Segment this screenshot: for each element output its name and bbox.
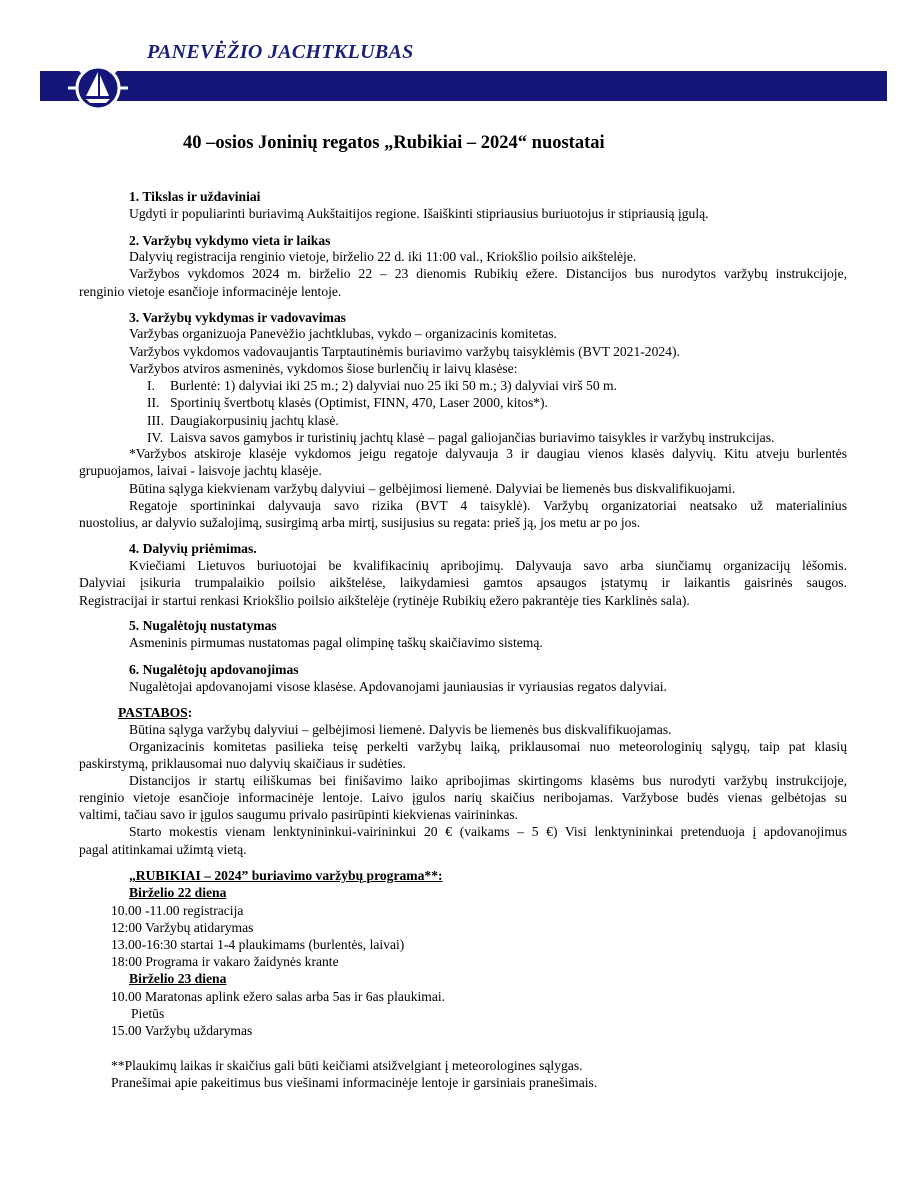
text-line: Varžybos atviros asmeninės, vykdomos šiose burlenčių ir laivų klasėse:	[129, 361, 518, 376]
text-line: nuostolius, ar dalyvio sužalojimą, susirgimą arba mirtį, susijusius su regata: prieš ją, jos metu ar po jos.	[79, 515, 641, 530]
footnote: **Plaukimų laikas ir skaičius gali būti keičiami atsižvelgiant į meteorologines sąlygas.	[111, 1058, 583, 1073]
section-heading: 2. Varžybų vykdymo vieta ir laikas	[129, 233, 331, 248]
program-title: „RUBIKIAI – 2024” buriavimo varžybų programa**:	[129, 868, 443, 883]
text-line: Būtina sąlyga varžybų dalyviui – gelbėjimosi liemenė. Dalyvis be liemenės bus diskvalifikuojamas.	[129, 722, 672, 737]
section-heading: 1. Tikslas ir uždaviniai	[129, 189, 261, 204]
text-line: Dalyvių registracija renginio vietoje, birželio 22 d. iki 11:00 val., Kriokšlio poilsio aikštelėje.	[129, 249, 637, 264]
class-number: III.	[147, 413, 164, 428]
text-line: Kviečiami Lietuvos buriuotojai be kvalifikacinių apribojimų. Dalyvauja savo arba siunčiamų organizacijų lėšomis.	[129, 558, 847, 573]
footnote: Pranešimai apie pakeitimus bus viešinami informacinėje lentoje ir garsiniais pranešimais.	[111, 1075, 598, 1090]
class-number: I.	[147, 378, 155, 393]
text-line: grupuojamos, laivai - laisvoje jachtų klasėje.	[79, 463, 322, 478]
notes-heading-colon: :	[187, 705, 193, 720]
text-line: *Varžybos atskiroje klasėje vykdomos jeigu regatoje dalyvauja 3 ir daugiau vienos klasės dalyvių. Kitu atveju burlentės	[129, 446, 847, 461]
text-line: Organizacinis komitetas pasilieka teisę perkelti varžybų laiką, priklausomai nuo meteorologinių sąlygų, taip pat klasių	[129, 739, 847, 754]
header-bar	[40, 71, 887, 101]
program-item: 15.00 Varžybų uždarymas	[111, 1023, 253, 1038]
text-line: Asmeninis pirmumas nustatomas pagal olimpinę taškų skaičiavimo sistemą.	[129, 635, 543, 650]
text-line: Dalyviai įsikuria trumpalaikio poilsio aikštelėse, laikydamiesi gamtos apsaugos įstatymų ir laikantis gaisrinės saugos.	[79, 575, 847, 590]
program-item: 13.00-16:30 startai 1-4 plaukimams (burlentės, laivai)	[111, 937, 405, 952]
program-day-heading: Birželio 23 diena	[129, 971, 227, 986]
text-line: Ugdyti ir populiarinti buriavimą Aukštaitijos regione. Išaiškinti stipriausius buriuotojus ir stipriausią įgulą.	[129, 206, 709, 221]
notes-heading	[118, 705, 192, 721]
class-text: Sportinių švertbotų klasės (Optimist, FINN, 470, Laser 2000, kitos*).	[170, 395, 548, 410]
text-line: renginio vietoje esančioje informacinėje lentoje.	[79, 284, 342, 299]
text-line: Distancijos ir startų eiliškumas bei finišavimo laiko apribojimas skirtingoms klasėms bus nurodyti varžybų instrukcijoje,	[129, 773, 847, 788]
text-line: Varžybos vykdomos vadovaujantis Tarptautinėmis buriavimo varžybų taisyklėmis (BVT 2021-2024).	[129, 344, 680, 359]
sailboat-helm-logo-icon	[62, 58, 134, 118]
class-text: Daugiakorpusinių jachtų klasė.	[170, 413, 339, 428]
program-item: 10.00 Maratonas aplink ežero salas arba 5as ir 6as plaukimai.	[111, 989, 446, 1004]
text-line: paskirstymą, priklausomai nuo dalyvių skaičiaus ir sudėties.	[79, 756, 406, 771]
text-line: valtimi, tačiau savo ir įgulos saugumu privalo pasirūpinti kiekvienas vairininkas.	[79, 807, 519, 822]
program-item: 18:00 Programa ir vakaro žaidynės krante	[111, 954, 339, 969]
section-heading: 4. Dalyvių priėmimas.	[129, 541, 257, 556]
section-heading: 3. Varžybų vykdymas ir vadovavimas	[129, 310, 346, 325]
program-item: 10.00 -11.00 registracija	[111, 903, 244, 918]
text-line: renginio vietoje esančioje informacinėje lentoje. Laivo įgulos narių skaičius neribojamas. Varžybose budės vienas gelbėtojas su	[79, 790, 847, 805]
program-day-heading: Birželio 22 diena	[129, 885, 227, 900]
class-text: Burlentė: 1) dalyviai iki 25 m.; 2) dalyviai nuo 25 iki 50 m.; 3) dalyviai virš 50 m.	[170, 378, 618, 393]
section-heading: 5. Nugalėtojų nustatymas	[129, 618, 277, 633]
class-number: IV.	[147, 430, 163, 445]
text-line: Būtina sąlyga kiekvienam varžybų dalyviui – gelbėjimosi liemenė. Dalyviai be liemenės bus diskvalifikuojami.	[129, 481, 736, 496]
text-line: Varžybos vykdomos 2024 m. birželio 22 – 23 dienomis Rubikių ežere. Distancijos bus nurodytos varžybų instrukcijoje,	[129, 266, 847, 281]
class-number: II.	[147, 395, 160, 410]
section-heading: 6. Nugalėtojų apdovanojimas	[129, 662, 299, 677]
program-item: Pietūs	[131, 1006, 165, 1021]
notes-heading-text: PASTABOS	[118, 705, 188, 720]
program-item: 12:00 Varžybų atidarymas	[111, 920, 254, 935]
text-line: Starto mokestis vienam lenktynininkui-vairininkui 20 € (vaikams – 5 €) Visi lenktynininkai pretenduoja į apdovanojimus	[129, 824, 847, 839]
document-title: 40 –osios Joninių regatos „Rubikiai – 2024“ nuostatai	[183, 133, 605, 153]
text-line: pagal atitinkamai užimtą vietą.	[79, 842, 247, 857]
text-line: Registracijai ir startui renkasi Kriokšlio poilsio aikštelėje (rytinėje Rubikių ežero pakrantėje ties Karklinės sala).	[79, 593, 690, 608]
text-line: Nugalėtojai apdovanojami visose klasėse. Apdovanojami jauniausias ir vyriausias regatos dalyviai.	[129, 679, 667, 694]
text-line: Regatoje sportininkai dalyvauja savo rizika (BVT 4 taisyklė). Varžybų organizatoriai neatsako už materialinius	[129, 498, 847, 513]
class-text: Laisva savos gamybos ir turistinių jachtų klasė – pagal galiojančias buriavimo taisykles ir varžybų instrukcijas.	[170, 430, 775, 445]
club-title: PANEVĖŽIO JACHTKLUBAS	[147, 41, 414, 63]
text-line: Varžybas organizuoja Panevėžio jachtklubas, vykdo – organizacinis komitetas.	[129, 326, 557, 341]
